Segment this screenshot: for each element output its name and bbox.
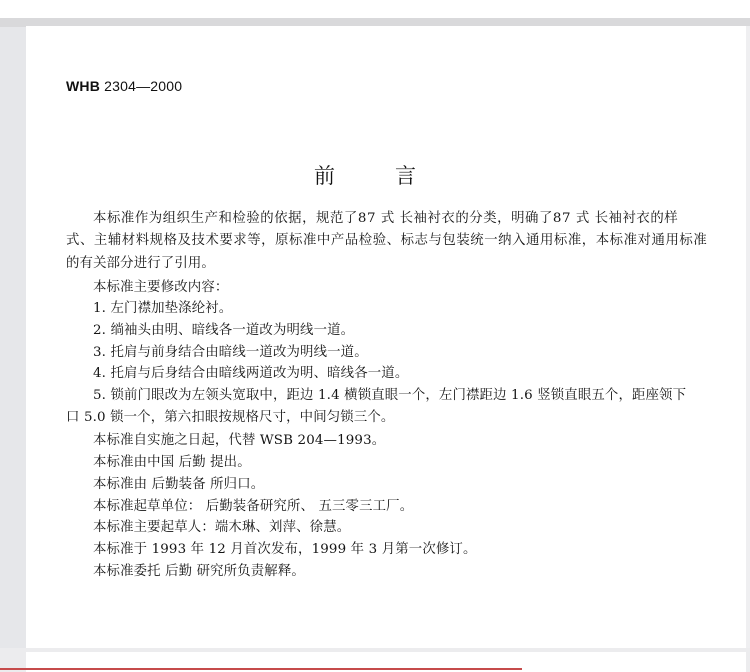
scroll-indicator <box>0 668 522 670</box>
list-item: 1. 左门襟加垫涤纶衬。 <box>93 301 233 316</box>
body-line: 式、主辅材料规格及技术要求等，原标准中产品检验、标志与包装统一纳入通用标准，本标准对通用标准 <box>66 233 708 248</box>
body-line: 本标准自实施之日起，代替 WSB 204—1993。 <box>93 433 386 448</box>
body-line: 本标准作为组织生产和检验的依据，规范了87 式 长袖衬衣的分类，明确了87 式 长袖衬衣的样 <box>93 211 679 226</box>
list-item: 3. 托肩与前身结合由暗线一道改为明线一道。 <box>93 345 368 360</box>
body-line: 本标准起草单位： 后勤装备研究所、 五三零三工厂。 <box>93 499 414 514</box>
section-title: 前言 <box>314 164 476 188</box>
body-line: 本标准主要修改内容： <box>93 280 229 295</box>
list-item: 5. 锁前门眼改为左领头宽取中，距边 1.4 横锁直眼一个，左门襟距边 1.6 竖锁直眼五个，距座领下 <box>93 388 687 403</box>
list-item-continuation: 口 5.0 锁一个，第六扣眼按规格尺寸，中间匀锁三个。 <box>66 410 395 425</box>
page-edge <box>746 26 750 648</box>
body-line: 本标准由中国 后勤 提出。 <box>93 455 251 470</box>
body-line: 本标准主要起草人：端木琳、刘萍、徐慧。 <box>93 520 351 535</box>
standard-code: WHB 2304—2000 <box>66 78 183 94</box>
body-line: 本标准委托 后勤 研究所负责解释。 <box>93 564 305 579</box>
list-item: 4. 托肩与后身结合由暗线两道改为明、暗线各一道。 <box>93 366 409 381</box>
body-line: 的有关部分进行了引用。 <box>66 256 215 271</box>
body-line: 本标准由 后勤装备 所归口。 <box>93 477 265 492</box>
list-item: 2. 绱袖头由明、暗线各一道改为明线一道。 <box>93 323 355 338</box>
body-line: 本标准于 1993 年 12 月首次发布，1999 年 3 月第一次修订。 <box>93 542 477 557</box>
viewer-top-bar <box>0 0 750 18</box>
